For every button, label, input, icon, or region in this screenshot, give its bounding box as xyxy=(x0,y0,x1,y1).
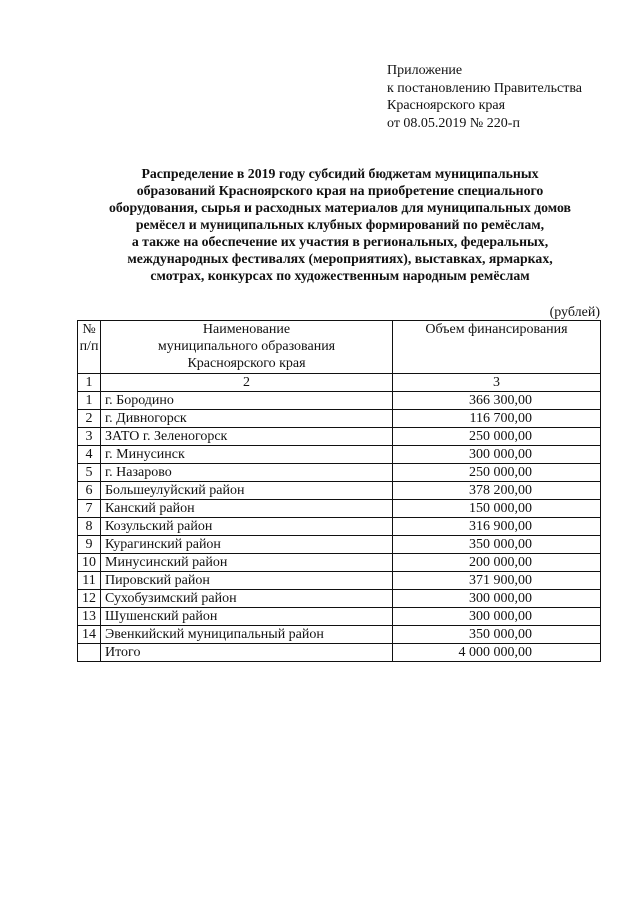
row-name: г. Бородино xyxy=(101,392,393,410)
row-number: 8 xyxy=(78,518,101,536)
row-name: Минусинский район xyxy=(101,554,393,572)
total-row xyxy=(78,644,601,662)
row-number: 3 xyxy=(78,428,101,446)
appendix-line: от 08.05.2019 № 220-п xyxy=(387,115,520,131)
header-name-line: Красноярского края xyxy=(187,356,306,371)
row-name: г. Дивногорск xyxy=(101,410,393,428)
row-amount: 366 300,00 xyxy=(393,392,601,410)
row-amount: 150 000,00 xyxy=(393,500,601,518)
row-name: Курагинский район xyxy=(101,536,393,554)
row-amount: 250 000,00 xyxy=(393,428,601,446)
table-row xyxy=(78,464,601,482)
table-row xyxy=(78,554,601,572)
row-number: 14 xyxy=(78,626,101,644)
row-number xyxy=(78,644,101,662)
row-number: 2 xyxy=(78,410,101,428)
title-line: Распределение в 2019 году субсидий бюджетам муниципальных xyxy=(141,166,539,181)
column-number: 2 xyxy=(101,374,393,392)
table-row xyxy=(78,536,601,554)
appendix-note xyxy=(387,62,582,132)
column-number: 1 xyxy=(78,374,101,392)
row-number: 13 xyxy=(78,608,101,626)
table-row xyxy=(78,410,601,428)
table-row xyxy=(78,392,601,410)
appendix-line: к постановлению Правительства xyxy=(387,80,583,96)
row-amount: 350 000,00 xyxy=(393,536,601,554)
row-amount: 300 000,00 xyxy=(393,590,601,608)
row-name: Итого xyxy=(101,644,393,662)
row-amount: 300 000,00 xyxy=(393,608,601,626)
appendix-line: Красноярского края xyxy=(387,98,506,113)
row-amount: 350 000,00 xyxy=(393,626,601,644)
row-amount: 200 000,00 xyxy=(393,554,601,572)
header-number-line: № xyxy=(82,322,96,337)
row-amount: 371 900,00 xyxy=(393,572,601,590)
row-name: г. Минусинск xyxy=(101,446,393,464)
table-row xyxy=(78,626,601,644)
row-number: 12 xyxy=(78,590,101,608)
header-amount: Объем финансирования xyxy=(393,321,601,374)
header-row xyxy=(78,321,601,374)
table-row xyxy=(78,500,601,518)
title-line: оборудования, сырья и расходных материалов для муниципальных домов xyxy=(108,200,571,215)
column-number-row xyxy=(78,374,601,392)
document-title xyxy=(70,165,610,284)
title-line: образований Красноярского края на приобретение специального xyxy=(136,183,544,198)
row-amount: 316 900,00 xyxy=(393,518,601,536)
row-name: Эвенкийский муниципальный район xyxy=(101,626,393,644)
header-name-line: муниципального образования xyxy=(157,339,336,354)
header-name-line: Наименование xyxy=(202,322,291,337)
row-amount: 116 700,00 xyxy=(393,410,601,428)
row-name: Сухобузимский район xyxy=(101,590,393,608)
row-name: Пировский район xyxy=(101,572,393,590)
title-line: международных фестивалях (мероприятиях), выставках, ярмарках, xyxy=(127,251,553,266)
unit-label: (рублей) xyxy=(549,305,600,320)
header-name xyxy=(101,321,393,374)
row-name: Большеулуйский район xyxy=(101,482,393,500)
table-row xyxy=(78,572,601,590)
table-row xyxy=(78,446,601,464)
subsidy-table xyxy=(77,320,601,662)
row-number: 9 xyxy=(78,536,101,554)
column-number: 3 xyxy=(393,374,601,392)
header-number-line: п/п xyxy=(79,339,99,354)
title-line: а также на обеспечение их участия в региональных, федеральных, xyxy=(131,234,549,249)
row-number: 6 xyxy=(78,482,101,500)
row-name: Канский район xyxy=(101,500,393,518)
header-number xyxy=(78,321,101,374)
row-number: 4 xyxy=(78,446,101,464)
row-amount: 4 000 000,00 xyxy=(393,644,601,662)
title-line: ремёсел и муниципальных клубных формирований по ремёслам, xyxy=(135,217,545,232)
row-name: г. Назарово xyxy=(101,464,393,482)
table-row xyxy=(78,608,601,626)
row-amount: 378 200,00 xyxy=(393,482,601,500)
table-row xyxy=(78,518,601,536)
row-number: 1 xyxy=(78,392,101,410)
row-number: 7 xyxy=(78,500,101,518)
table-row xyxy=(78,428,601,446)
row-name: Козульский район xyxy=(101,518,393,536)
title-line: смотрах, конкурсах по художественным народным ремёслам xyxy=(150,268,530,283)
appendix-line: Приложение xyxy=(387,63,463,78)
row-name: ЗАТО г. Зеленогорск xyxy=(101,428,393,446)
row-amount: 300 000,00 xyxy=(393,446,601,464)
row-name: Шушенский район xyxy=(101,608,393,626)
row-number: 10 xyxy=(78,554,101,572)
table-row xyxy=(78,482,601,500)
row-number: 5 xyxy=(78,464,101,482)
row-number: 11 xyxy=(78,572,101,590)
table-row xyxy=(78,590,601,608)
row-amount: 250 000,00 xyxy=(393,464,601,482)
